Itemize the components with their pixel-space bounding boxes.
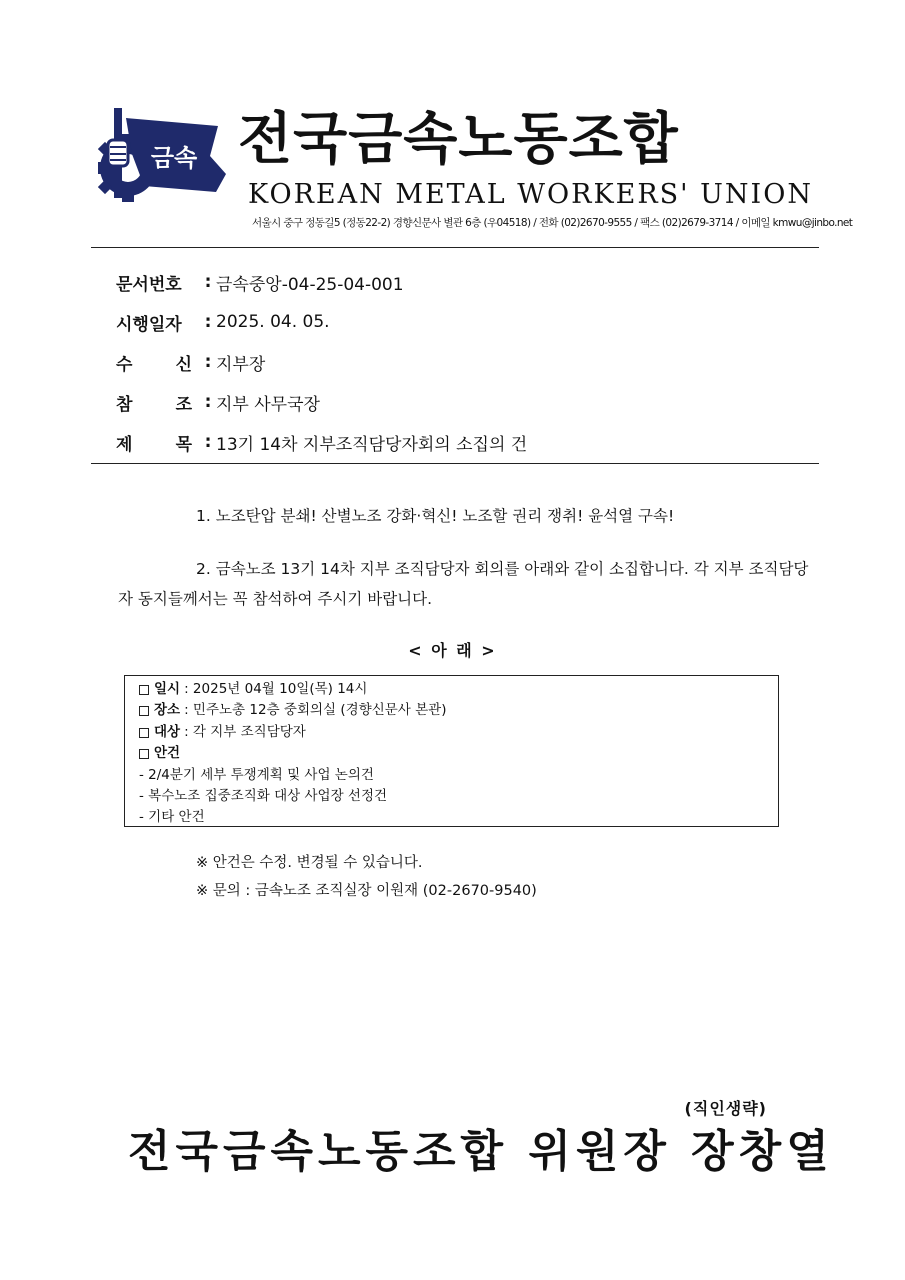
meta-rule (91, 463, 819, 464)
recipient-label (116, 350, 200, 375)
detail-where (139, 700, 778, 721)
subject-label (116, 430, 200, 455)
signer: 전국금속노동조합 위원장 장창열 (128, 1126, 834, 1177)
checkbox-icon (139, 749, 149, 759)
reference-value: 지부 사무국장 (216, 394, 320, 415)
reference-label (116, 390, 200, 415)
date-label: 시행일자 (116, 314, 182, 335)
date-value: 2025. 04. 05. (216, 312, 330, 332)
union-name-english: KOREAN METAL WORKERS' UNION (248, 179, 813, 210)
colon: : (204, 392, 212, 412)
who-key: 대상 (154, 723, 181, 740)
meta-row-reference (116, 382, 527, 422)
doc-no-label: 문서번호 (116, 274, 182, 295)
checkbox-icon (139, 685, 149, 695)
paragraph-2-line-1: 2. 금속노조 13기 14차 지부 조직담당자 회의를 아래와 같이 소집합니다. 각 지부 조직담당 (196, 560, 809, 578)
when-value: : 2025년 04월 10일(목) 14시 (184, 681, 368, 697)
where-value: : 민주노총 12층 중회의실 (경향신문사 본관) (184, 702, 447, 719)
note-contact: ※ 문의 : 금속노조 조직실장 이원재 (02-2670-9540) (196, 883, 537, 899)
subject-label-b: 목 (175, 434, 192, 455)
colon: : (204, 272, 212, 292)
agenda-item: - 2/4분기 세부 투쟁계획 및 사업 논의건 (139, 766, 374, 783)
seal-omitted-note: (직인생략) (684, 1099, 767, 1118)
agenda-item: - 복수노조 집중조직화 대상 사업장 선정건 (139, 788, 388, 805)
when-key: 일시 (154, 681, 181, 697)
header-rule (91, 247, 819, 248)
reference-label-a: 참 (116, 394, 133, 415)
meta-row-recipient (116, 342, 527, 382)
where-key: 장소 (154, 702, 181, 719)
recipient-value: 지부장 (216, 354, 266, 375)
notice-heading: < 아 래 > (408, 641, 497, 660)
note-change: ※ 안건은 수정. 변경될 수 있습니다. (196, 855, 423, 871)
recipient-label-b: 신 (175, 354, 192, 375)
checkbox-icon (139, 728, 149, 738)
agenda-key: 안건 (154, 745, 181, 762)
recipient-label-a: 수 (116, 354, 133, 375)
checkbox-icon (139, 706, 149, 716)
meta-row-date (116, 302, 527, 342)
reference-label-b: 조 (175, 394, 192, 415)
detail-who (139, 722, 778, 743)
subject-value: 13기 14차 지부조직담당자회의 소집의 건 (216, 434, 528, 455)
colon: : (204, 352, 212, 372)
meta-row-doc-no (116, 262, 527, 302)
logo-text: 금속 (150, 144, 198, 172)
paragraph-1: 1. 노조탄압 분쇄! 산별노조 강화·혁신! 노조할 권리 쟁취! 윤석열 구속! (196, 507, 675, 525)
meta-row-subject (116, 422, 527, 462)
union-address: 서울시 중구 정동길5 (정동22-2) 경향신문사 별관 6층 (우04518) / 전화 (02)2670-9555 / 팩스 (02)2679-3714 / 이메일 kmwu@jinbo.net (252, 217, 853, 229)
document-meta (116, 262, 527, 462)
colon: : (204, 432, 212, 452)
detail-agenda (139, 743, 778, 764)
colon: : (204, 312, 212, 332)
paragraph-2-line-2: 자 동지들께서는 꼭 참석하여 주시기 바랍니다. (118, 590, 433, 608)
subject-label-a: 제 (116, 434, 133, 455)
agenda-item: - 기타 안건 (139, 809, 205, 826)
doc-no-value: 금속중앙-04-25-04-001 (216, 274, 404, 295)
union-logo (98, 104, 230, 204)
who-value: : 각 지부 조직담당자 (184, 723, 306, 740)
union-name-korean: 전국금속노동조합 (238, 107, 679, 172)
detail-when (139, 679, 778, 700)
meeting-details-box (124, 675, 779, 827)
